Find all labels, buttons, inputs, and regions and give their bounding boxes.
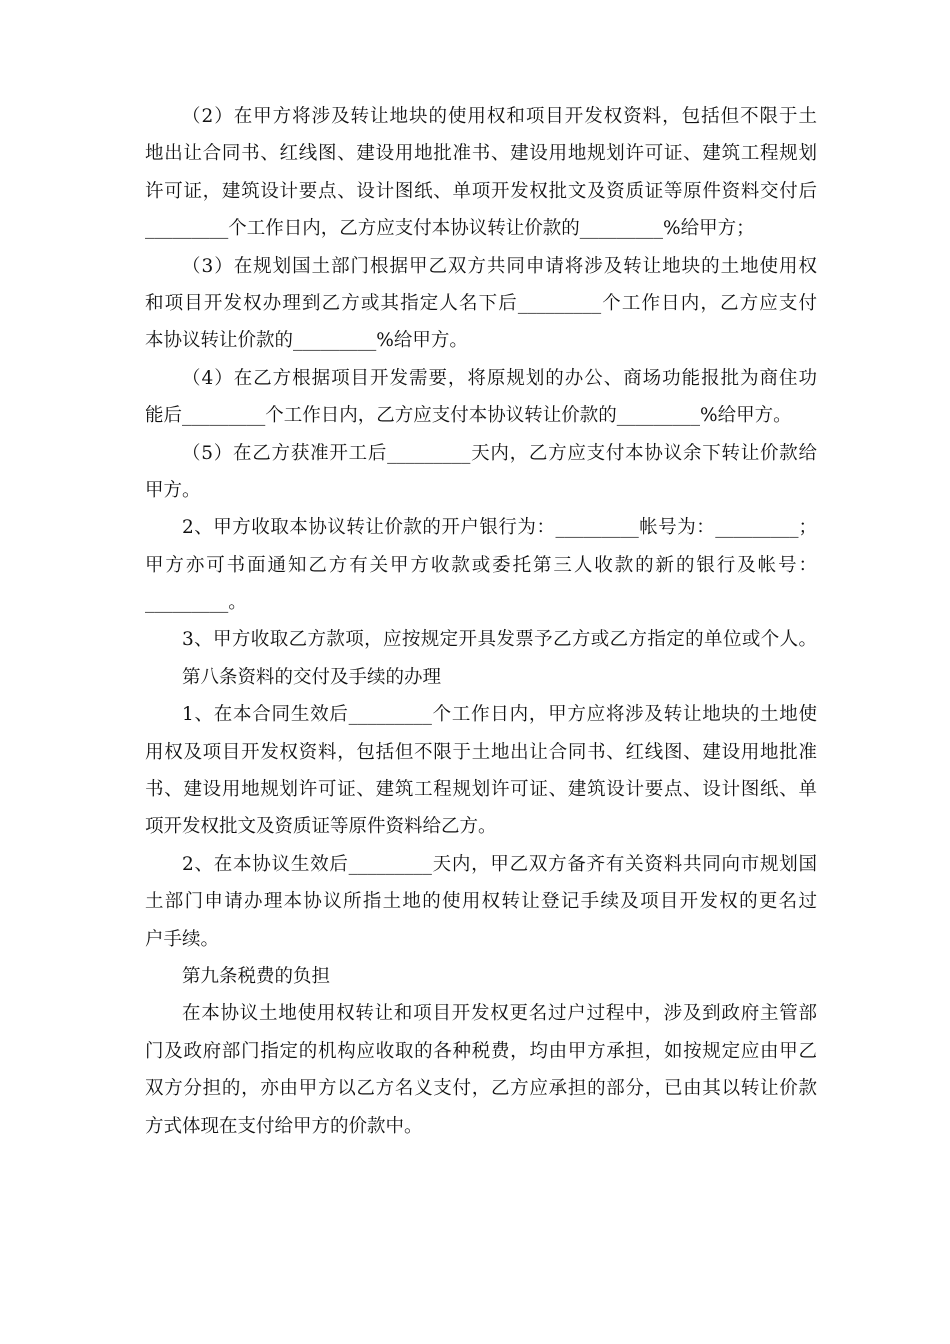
document-line: 用权及项目开发权资料，包括但不限于土地出让合同书、红线图、建设用地批准 — [145, 741, 817, 763]
document-line: 2、在本协议生效后_________天内，甲乙双方备齐有关资料共同向市规划国 — [182, 853, 817, 875]
document-line: 1、在本合同生效后_________个工作日内，甲方应将涉及转让地块的土地使 — [182, 704, 817, 726]
document-line: 许可证，建筑设计要点、设计图纸、单项开发权批文及资质证等原件资料交付后 — [145, 180, 817, 202]
document-line: （3）在规划国土部门根据甲乙双方共同申请将涉及转让地块的土地使用权 — [182, 255, 817, 277]
document-line: 书、建设用地规划许可证、建筑工程规划许可证、建筑设计要点、设计图纸、单 — [145, 779, 817, 801]
document-line: 和项目开发权办理到乙方或其指定人名下后_________个工作日内，乙方应支付 — [145, 292, 817, 314]
document-line: 甲方。 — [145, 479, 201, 501]
document-line: 门及政府部门指定的机构应收取的各种税费，均由甲方承担，如按规定应由甲乙 — [145, 1040, 817, 1062]
document-line: （5）在乙方获准开工后_________天内，乙方应支付本协议余下转让价款给 — [182, 442, 817, 464]
document-line: （2）在甲方将涉及转让地块的使用权和项目开发权资料，包括但不限于土 — [182, 106, 817, 127]
document-line: _________个工作日内，乙方应支付本协议转让价款的_________%给甲方； — [145, 218, 755, 240]
document-line: 土部门申请办理本协议所指土地的使用权转让登记手续及项目开发权的更名过 — [145, 891, 817, 913]
document-line: 第八条资料的交付及手续的办理 — [182, 666, 442, 688]
document-line: _________。 — [145, 592, 247, 614]
document-line: （4）在乙方根据项目开发需要，将原规划的办公、商场功能报批为商住功 — [182, 367, 817, 389]
document-line: 在本协议土地使用权转让和项目开发权更名过户过程中，涉及到政府主管部 — [182, 1003, 817, 1025]
document-line: 第九条税费的负担 — [182, 965, 331, 987]
document-line: 双方分担的，亦由甲方以乙方名义支付，乙方应承担的部分，已由其以转让价款 — [145, 1078, 817, 1100]
document-body — [145, 98, 817, 1145]
document-line: 项开发权批文及资质证等原件资料给乙方。 — [145, 816, 497, 838]
document-line: 3、甲方收取乙方款项，应按规定开具发票予乙方或乙方指定的单位或个人。 — [182, 629, 817, 651]
document-line: 本协议转让价款的_________%给甲方。 — [145, 330, 468, 352]
document-line: 甲方亦可书面通知乙方有关甲方收款或委托第三人收款的新的银行及帐号： — [145, 554, 817, 576]
document-line: 地出让合同书、红线图、建设用地批准书、建设用地规划许可证、建筑工程规划 — [145, 143, 817, 165]
document-line: 户手续。 — [145, 928, 220, 950]
document-line: 方式体现在支付给甲方的价款中。 — [145, 1115, 423, 1137]
document-line: 2、甲方收取本协议转让价款的开户银行为：_________帐号为：_________； — [182, 517, 817, 539]
document-line: 能后_________个工作日内，乙方应支付本协议转让价款的_________%给甲方。 — [145, 405, 792, 427]
